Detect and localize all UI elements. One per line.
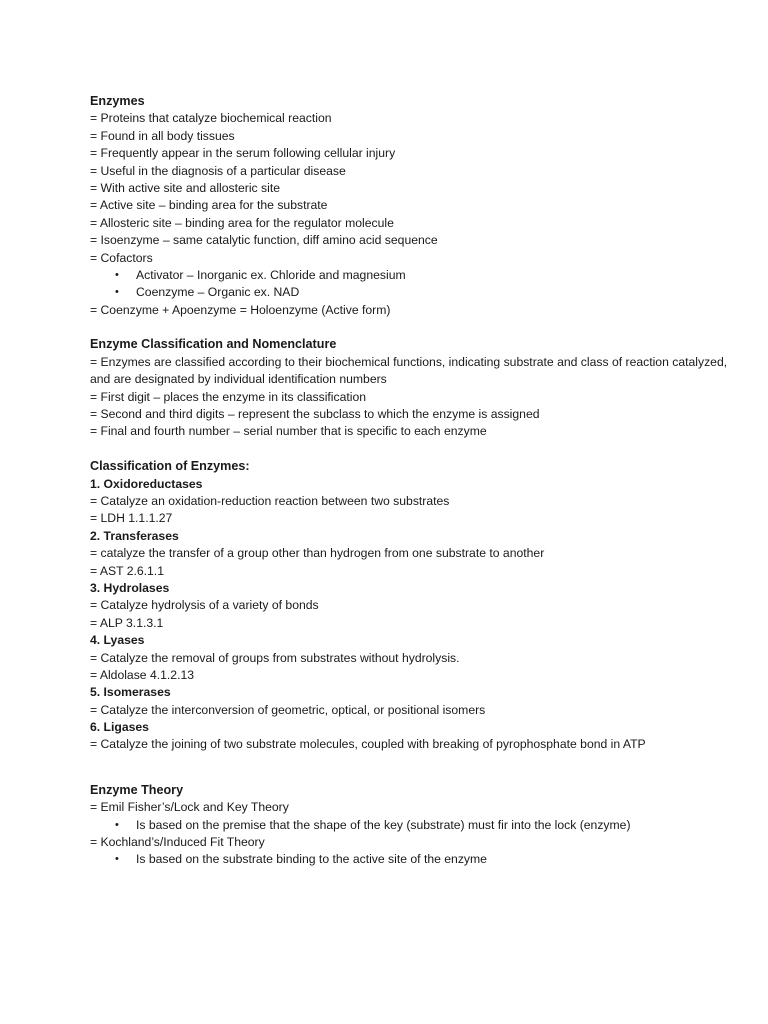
class-description: = Catalyze the removal of groups from substrates without hydrolysis. <box>90 650 460 665</box>
text-line: = First digit – places the enzyme in its classification <box>90 389 367 404</box>
text-line: = With active site and allosteric site <box>90 180 281 195</box>
text-line: = Coenzyme + Apoenzyme = Holoenzyme (Active form) <box>90 302 391 317</box>
text-line: = Useful in the diagnosis of a particular disease <box>90 163 346 178</box>
text-line: = Proteins that catalyze biochemical reaction <box>90 111 332 126</box>
section-title-classification-nomenclature: Enzyme Classification and Nomenclature <box>90 337 337 352</box>
class-name: 1. Oxidoreductases <box>90 476 203 491</box>
text-line: = Second and third digits – represent the subclass to which the enzyme is assigned <box>90 407 540 422</box>
text-line: = Isoenzyme – same catalytic function, diff amino acid sequence <box>90 233 438 248</box>
bullet-item <box>90 851 750 868</box>
bullet-icon: • <box>115 818 119 831</box>
document-page <box>90 93 750 869</box>
spacer <box>90 319 750 336</box>
class-name: 6. Ligases <box>90 720 149 735</box>
bullet-text: Is based on the premise that the shape of the key (substrate) must fir into the lock (enzyme) <box>136 817 631 832</box>
class-example: = AST 2.6.1.1 <box>90 563 164 578</box>
section-title-theory: Enzyme Theory <box>90 782 184 797</box>
text-line: = Emil Fisher’s/Lock and Key Theory <box>90 800 289 815</box>
text-line: = Allosteric site – binding area for the regulator molecule <box>90 215 394 230</box>
class-description: = Catalyze the joining of two substrate molecules, coupled with breaking of pyrophosphate bond in ATP <box>90 737 646 752</box>
text-line: = Active site – binding area for the substrate <box>90 198 328 213</box>
bullet-icon: • <box>115 268 119 281</box>
spacer <box>90 441 750 458</box>
bullet-text: Activator – Inorganic ex. Chloride and magnesium <box>136 267 406 282</box>
spacer <box>90 754 750 782</box>
bullet-item <box>90 284 750 301</box>
text-line: = Found in all body tissues <box>90 128 235 143</box>
class-example: = ALP 3.1.3.1 <box>90 615 164 630</box>
class-description: = Catalyze hydrolysis of a variety of bonds <box>90 598 319 613</box>
section-title-enzymes: Enzymes <box>90 94 145 108</box>
section-title-classes: Classification of Enzymes: <box>90 459 250 474</box>
class-example: = Aldolase 4.1.2.13 <box>90 667 195 682</box>
class-description: = Catalyze an oxidation-reduction reaction between two substrates <box>90 494 450 509</box>
class-name: 3. Hydrolases <box>90 580 170 595</box>
text-line: = Cofactors <box>90 250 153 265</box>
bullet-icon: • <box>115 853 119 866</box>
text-line: = Frequently appear in the serum following cellular injury <box>90 146 396 161</box>
text-paragraph: = Enzymes are classified according to their biochemical functions, indicating substrate and class of reaction catalyzed, and are designated by individual identification numbers <box>90 354 728 387</box>
class-example: = LDH 1.1.1.27 <box>90 511 173 526</box>
class-description: = catalyze the transfer of a group other than hydrogen from one substrate to another <box>90 546 545 561</box>
bullet-text: Coenzyme – Organic ex. NAD <box>136 285 300 300</box>
bullet-icon: • <box>115 286 119 299</box>
bullet-item <box>90 267 750 284</box>
bullet-text: Is based on the substrate binding to the active site of the enzyme <box>136 852 487 867</box>
class-description: = Catalyze the interconversion of geometric, optical, or positional isomers <box>90 702 486 717</box>
class-name: 4. Lyases <box>90 633 145 648</box>
class-name: 5. Isomerases <box>90 685 171 700</box>
class-name: 2. Transferases <box>90 528 179 543</box>
text-line: = Final and fourth number – serial number that is specific to each enzyme <box>90 424 487 439</box>
bullet-item <box>90 817 750 834</box>
text-line: = Kochland’s/Induced Fit Theory <box>90 835 265 850</box>
